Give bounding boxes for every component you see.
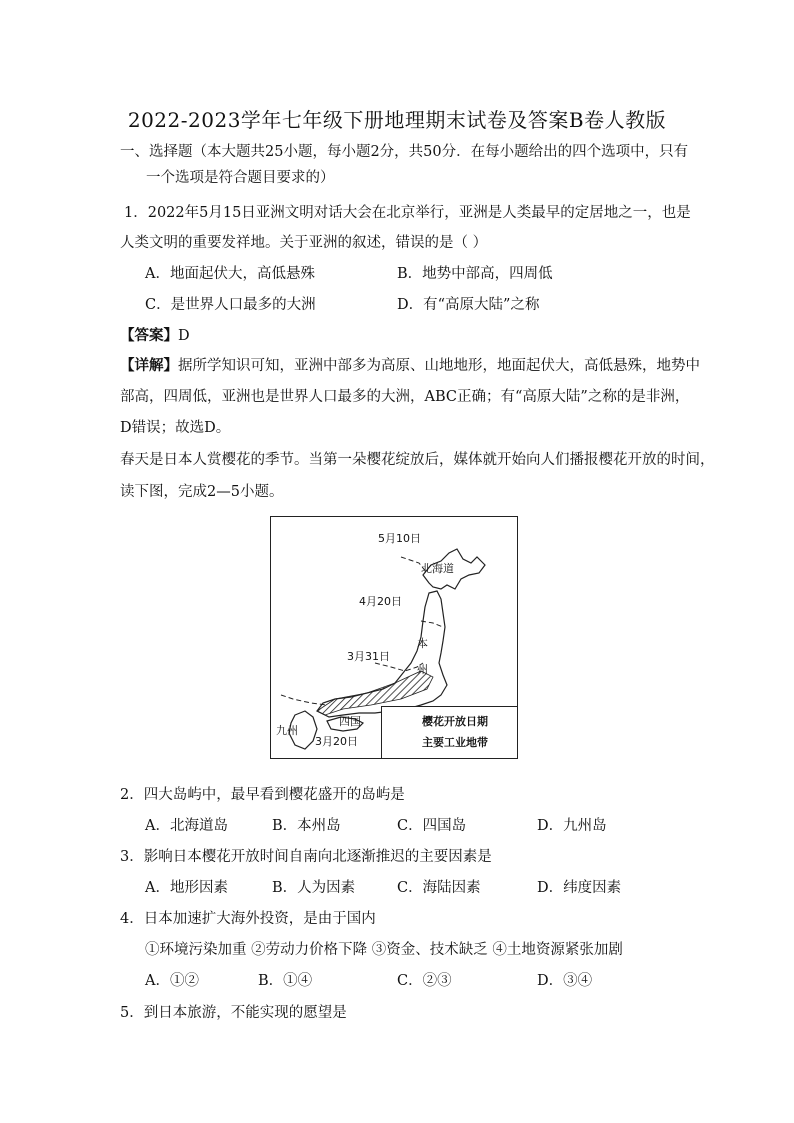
label-shikoku: 四国 (339, 715, 361, 728)
q3-option-b: B．人为因素 (272, 880, 356, 896)
q1-option-a: A．地面起伏大，高低悬殊 (145, 266, 315, 282)
q2-option-c: C．四国岛 (397, 818, 467, 834)
q3-option-a: A．地形因素 (145, 880, 228, 896)
q1-option-b: B．地势中部高，四周低 (397, 266, 553, 282)
q4-option-d: D．③④ (537, 973, 593, 989)
map-legend (381, 706, 517, 758)
label-hokkaido: 北海道 (421, 562, 454, 575)
label-honshu-2: 州 (417, 663, 428, 676)
q2-option-a: A．北海道岛 (145, 818, 228, 834)
q5-stem: 5．到日本旅游，不能实现的愿望是 (120, 1005, 347, 1021)
label-date-mar31: 3月31日 (347, 650, 390, 663)
section-heading-cont: 一个选项是符合题目要求的） (146, 170, 335, 186)
q2-option-d: D．九州岛 (537, 818, 607, 834)
detail-label: 【详解】 (120, 357, 178, 374)
q3-option-c: C．海陆因素 (397, 880, 481, 896)
answer-label: 【答案】 (120, 327, 178, 344)
section-heading: 一、选择题（本大题共25小题，每小题2分，共50分．在每小题给出的四个选项中，只有 (120, 144, 689, 160)
q4-option-a: A．①② (145, 973, 199, 989)
q2-stem: 2．四大岛屿中，最早看到樱花盛开的岛屿是 (120, 787, 405, 803)
detail-text: 据所学知识可知，亚洲中部多为高原、山地地形，地面起伏大，高低悬殊，地势中 (178, 358, 700, 374)
legend-isoline: 樱花开放日期 (422, 715, 488, 728)
q1-stem-cont: 人类文明的重要发祥地。关于亚洲的叙述，错误的是（ ） (120, 235, 488, 251)
q1-option-d: D．有“高原大陆”之称 (397, 297, 540, 313)
q3-option-d: D．纬度因素 (537, 880, 622, 896)
q1-answer (120, 324, 190, 345)
japan-sakura-map (270, 516, 518, 759)
q1-detail-line2: 部高，四周低，亚洲也是世界人口最多的大洲，ABC正确；有“高原大陆”之称的是非洲， (120, 389, 690, 405)
q4-option-c: C．②③ (397, 973, 452, 989)
isoline-mar-20 (281, 695, 327, 705)
passage-line1: 春天是日本人赏樱花的季节。当第一朵樱花绽放后，媒体就开始向人们播报樱花开放的时间， (120, 452, 715, 468)
label-date-apr20: 4月20日 (359, 595, 402, 608)
legend-industrial: 主要工业地带 (422, 736, 488, 749)
q1-stem: 1．2022年5月15日亚洲文明对话大会在北京举行，亚洲是人类最早的定居地之一，也是 (124, 205, 691, 221)
label-date-may10: 5月10日 (378, 532, 421, 545)
label-honshu-1: 本 (417, 637, 428, 650)
q1-detail-line1 (120, 354, 700, 375)
label-date-mar20: 3月20日 (315, 735, 358, 748)
q1-detail-line3: D错误；故选D。 (120, 420, 231, 436)
q4-items: ①环境污染加重 ②劳动力价格下降 ③资金、技术缺乏 ④土地资源紧张加剧 (145, 942, 623, 958)
passage-line2: 读下图，完成2—5小题。 (120, 484, 284, 500)
q2-option-b: B．本州岛 (272, 818, 341, 834)
q4-stem: 4．日本加速扩大海外投资，是由于国内 (120, 911, 376, 927)
answer-value: D (178, 328, 190, 344)
page-title: 2022-2023学年七年级下册地理期末试卷及答案B卷人教版 (127, 108, 667, 132)
q3-stem: 3．影响日本樱花开放时间自南向北逐渐推迟的主要因素是 (120, 849, 492, 865)
q1-option-c: C．是世界人口最多的大洲 (145, 297, 316, 313)
q4-option-b: B．①④ (258, 973, 313, 989)
label-kyushu: 九州 (276, 724, 298, 737)
